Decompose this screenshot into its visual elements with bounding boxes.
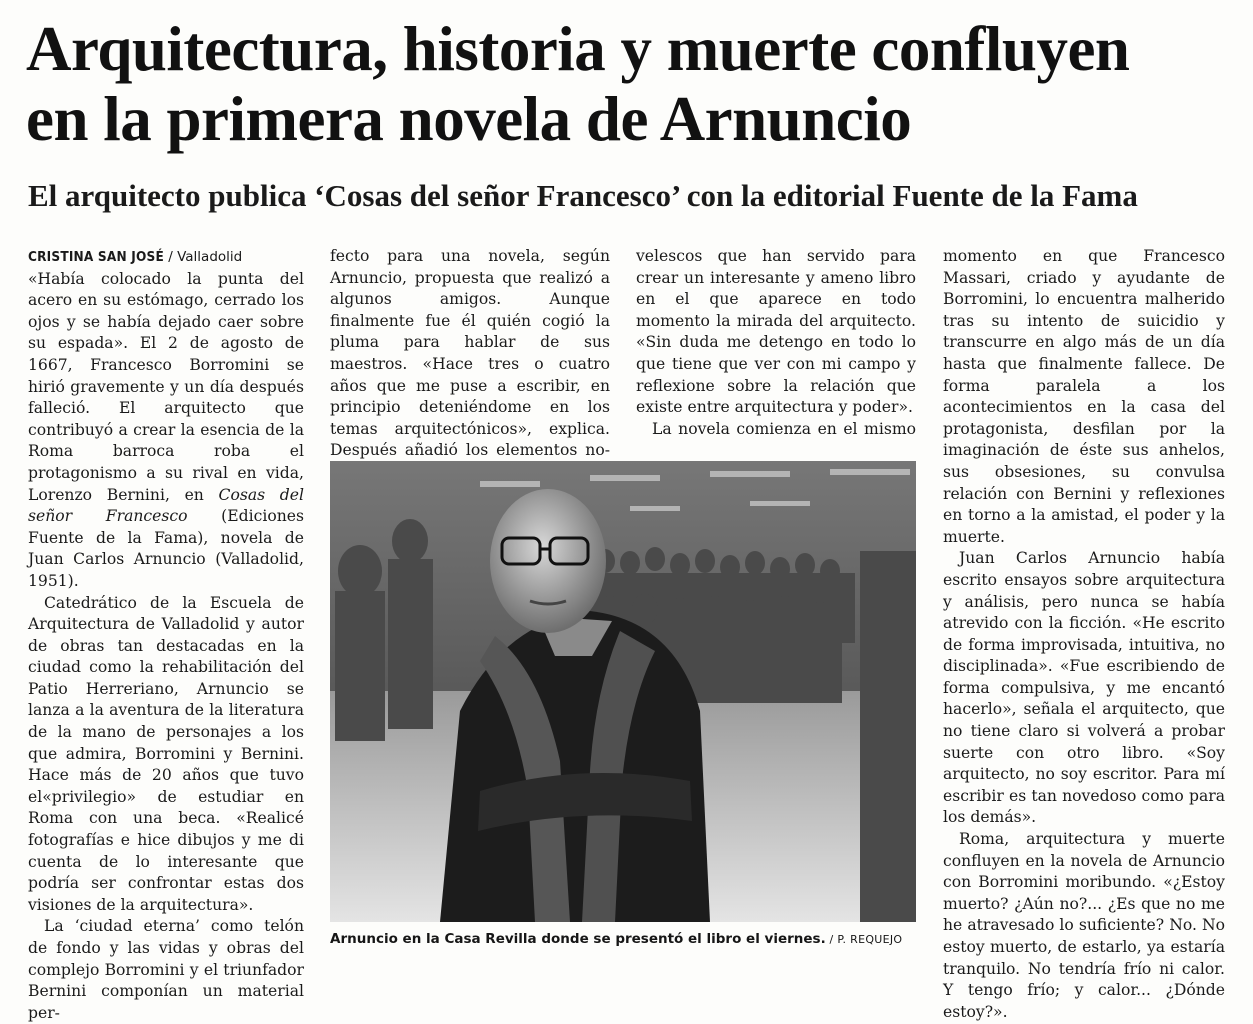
byline-author: CRISTINA SAN JOSÉ <box>28 249 164 265</box>
paragraph: momento en que Francesco Massari, criado y ayudante de Borromini, lo encuentra malherido tras su intento de suicidio y transcurre en algo más de un día hasta que finalmente fallece. De forma paralela a los acontecimientos en la casa del protagonista, desfilan por la imaginación de éste sus anhelos, sus obsesiones, su convulsa relación con Bernini y reflexiones en torno a la amistad, el poder y la muerte. <box>943 247 1225 546</box>
article-column-1 <box>28 246 304 1024</box>
paragraph: La ‘ciudad eterna’ como telón de fondo y las vidas y obras del complejo Borromini y el triunfador Bernini componían un material per- <box>28 917 304 1022</box>
article-column-3 <box>636 246 916 440</box>
paragraph-text: «Había colocado la punta del acero en su estómago, cerrado los ojos y se había dejado caer sobre su espada». El 2 de agosto de 1667, Francesco Borromini se hirió gravemente y un día después falleció. El arquitecto que contribuyó a crear la esencia de la Roma barroca roba el protagonismo a su rival en vida, Lorenzo Bernini, en <box>28 269 304 504</box>
photo-caption <box>330 930 930 949</box>
article-photo <box>330 461 916 922</box>
article-column-2 <box>330 246 610 462</box>
subheadline: El arquitecto publica ‘Cosas del señor Francesco’ con la editorial Fuente de la Fama <box>28 178 1138 213</box>
headline-line-1: Arquitectura, historia y muerte confluyen <box>26 14 1130 84</box>
photo-illustration <box>330 461 916 922</box>
byline <box>28 246 304 269</box>
paragraph: La novela comienza en el mismo <box>652 419 916 438</box>
byline-city: Valladolid <box>177 249 243 265</box>
headline-line-2: en la primera novela de Arnuncio <box>26 84 912 154</box>
paragraph-text: (Ediciones Fuente de la Fama), novela de Juan Carlos Arnuncio (Valladolid, 1951). <box>28 507 304 590</box>
photo-credit: / P. REQUEJO <box>825 933 903 946</box>
article-column-4 <box>943 246 1225 1023</box>
paragraph <box>28 269 304 593</box>
paragraph: velescos que han servido para crear un interesante y ameno libro en el que aparece en todo momento la mirada del arquitecto. «Sin duda me detengo en todo lo que tiene que ver con mi campo y reflexione sobre la relación que existe entre arquitectura y poder». <box>636 247 916 417</box>
byline-separator: / <box>163 249 178 265</box>
paragraph: Roma, arquitectura y muerte confluyen en la novela de Arnuncio con Borromini moribundo. «¿Estoy muerto? ¿Aún no?... ¿Es que no me he atravesado lo suficiente? No. No estoy muerto, de estarlo, ya estaría tranquilo. No tendría frío ni calor. Y tengo frío; y calor... ¿Dónde estoy?». <box>943 830 1225 1021</box>
paragraph: Catedrático de la Escuela de Arquitectura de Valladolid y autor de obras tan destacadas en la ciudad como la rehabilitación del Patio Herreriano, Arnuncio se lanza a la aventura de la literatura de la mano de personajes a los que admira, Borromini y Bernini. Hace más de 20 años que tuvo el«privilegio» de estudiar en Roma con una beca. «Realicé fotografías e hice dibujos y me di cuenta de lo interesante que podría ser confrontar estas dos visiones de la arquitectura». <box>28 593 304 914</box>
caption-text: Arnuncio en la Casa Revilla donde se presentó el libro el viernes. <box>330 931 826 947</box>
headline <box>26 14 1236 154</box>
paragraph: Juan Carlos Arnuncio había escrito ensayos sobre arquitectura y análisis, pero nunca se había atrevido con la ficción. «He escrito de forma improvisada, intuitiva, no disciplinada». «Fue escribiendo de forma compulsiva, y me encantó hacerlo», señala el arquitecto, que no tiene claro si volverá a probar suerte con otro libro. «Soy arquitecto, no soy escritor. Para mí escribir es tan novedoso como para los demás». <box>943 549 1225 827</box>
book-title: Cosas del señor Francesco <box>28 485 305 526</box>
paragraph: fecto para una novela, según Arnuncio, propuesta que realizó a algunos amigos. Aunque finalmente fue él quién cogió la pluma para hablar de sus maestros. «Hace tres o cuatro años que me puse a escribir, en principio deteniéndome en los temas arquitectónicos», explica. Después añadió los elementos no- <box>330 247 610 460</box>
